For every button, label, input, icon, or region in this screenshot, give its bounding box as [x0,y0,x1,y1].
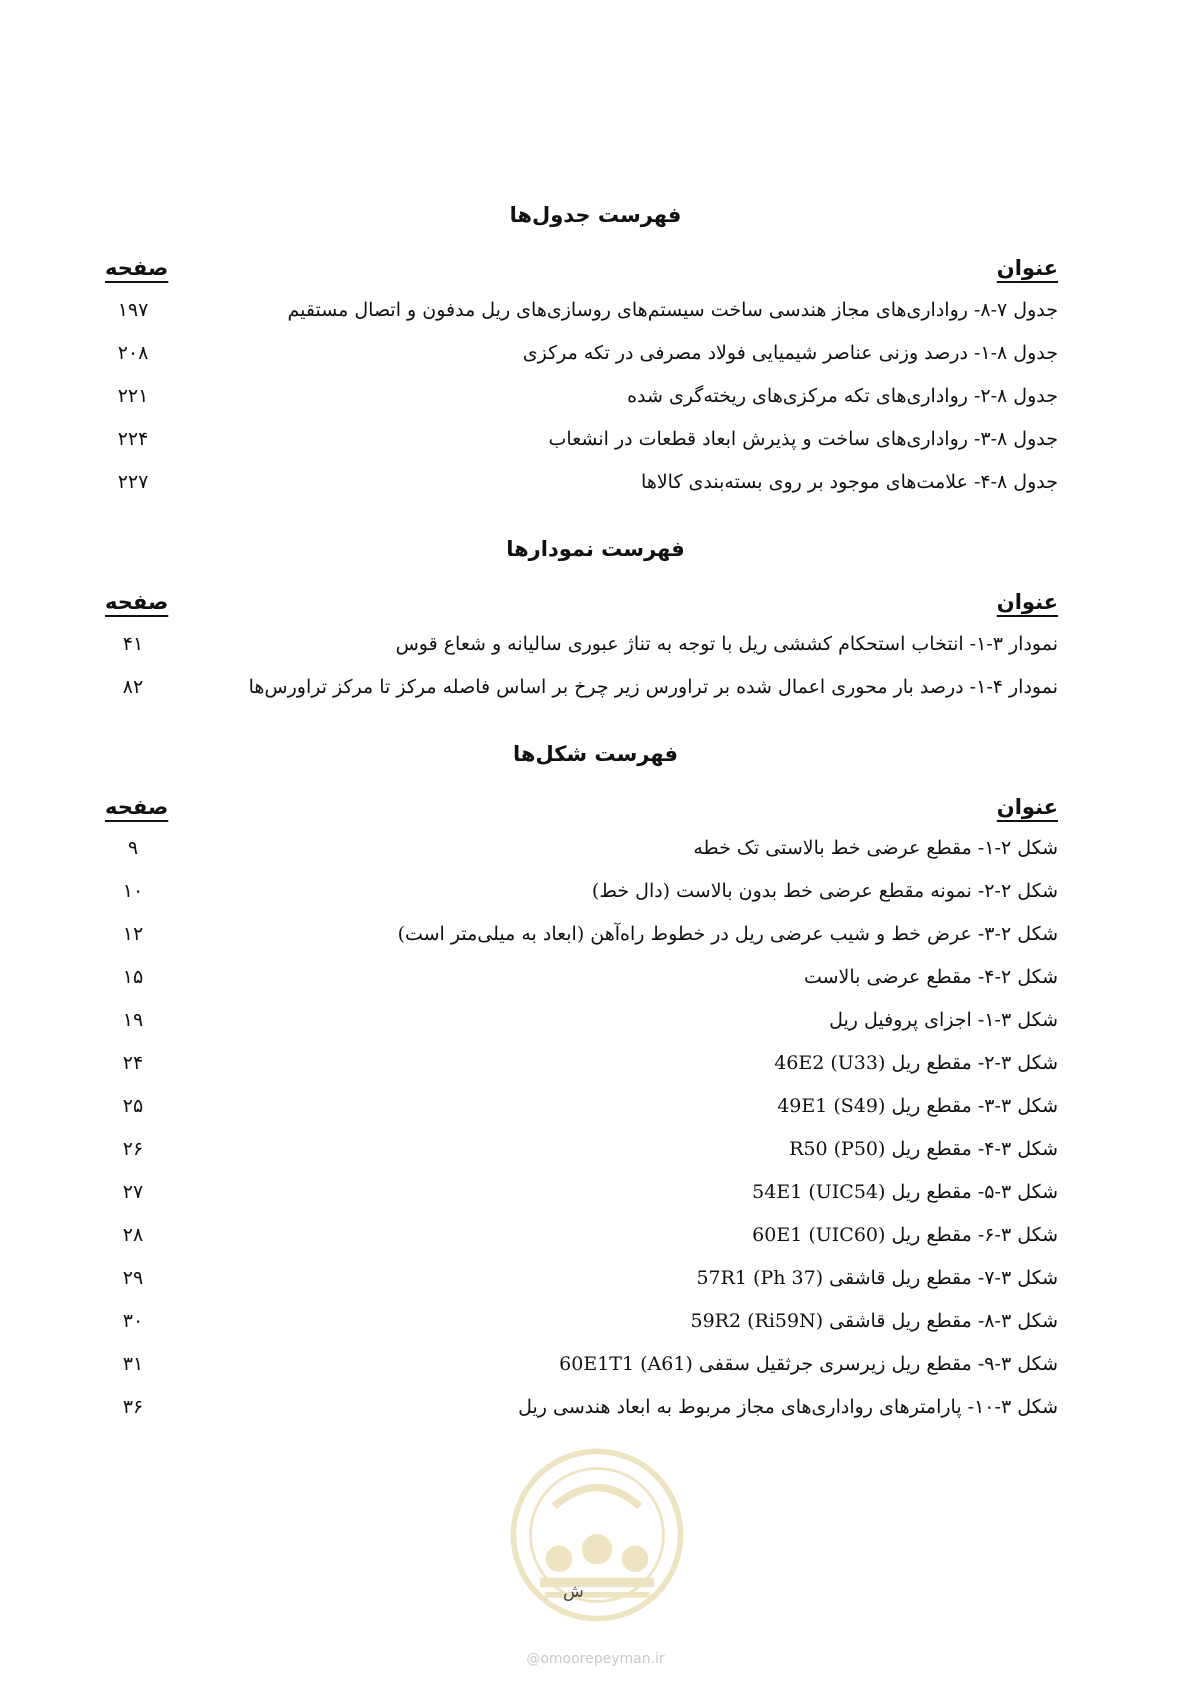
toc-entry-page: ۲۲۷ [117,471,149,493]
toc-entry-title: شکل ۳-۷- مقطع ریل قاشقی 57R1 (Ph 37) [696,1267,1058,1289]
toc-entry-title: شکل ۲-۲- نمونه مقطع عرضی خط بدون بالاست (دال خط) [591,880,1058,902]
toc-entry-page: ۲۰۸ [117,342,149,364]
page-number-letter: ش [563,1582,584,1602]
toc-row [0,342,1191,376]
toc-row [0,1396,1191,1430]
toc-entry-page: ۳۱ [122,1353,144,1375]
toc-row [0,1224,1191,1258]
toc-entry-page: ۲۷ [122,1181,144,1203]
toc-row [0,880,1191,914]
toc-row [0,1009,1191,1043]
charts-col-title-header: عنوان [996,590,1058,614]
toc-entry-title: جدول ۸-۳- رواداری‌های ساخت و پذیرش ابعاد قطعات در انشعاب [548,428,1058,450]
toc-row [0,428,1191,462]
toc-entry-page: ۱۹ [122,1009,144,1031]
toc-entry-page: ۳۰ [122,1310,144,1332]
tables-section-title: فهرست جدول‌ها [509,203,682,227]
toc-row [0,1310,1191,1344]
toc-entry-page: ۲۹ [122,1267,144,1289]
toc-entry-page: ۱۹۷ [117,299,149,321]
toc-entry-page: ۳۶ [122,1396,144,1418]
toc-entry-page: ۲۵ [122,1095,144,1117]
toc-entry-title: نمودار ۳-۱- انتخاب استحکام کششی ریل با توجه به تناژ عبوری سالیانه و شعاع قوس [395,633,1058,655]
toc-entry-title: جدول ۸-۲- رواداری‌های تکه مرکزی‌های ریخته‌گری شده [627,385,1058,407]
toc-entry-title: شکل ۲-۱- مقطع عرضی خط بالاستی تک خطه [693,837,1058,859]
watermark-emblem-icon [502,1440,692,1630]
toc-entry-title: شکل ۲-۳- عرض خط و شیب عرضی ریل در خطوط راه‌آهن (ابعاد به میلی‌متر است) [397,923,1058,945]
toc-row [0,633,1191,667]
toc-entry-page: ۱۰ [122,880,144,902]
figures-col-title-header: عنوان [996,795,1058,819]
toc-entry-title: شکل ۳-۶- مقطع ریل 60E1 (UIC60) [752,1224,1058,1246]
toc-entry-title: شکل ۳-۵- مقطع ریل 54E1 (UIC54) [752,1181,1058,1203]
toc-entry-page: ۱۲ [122,923,144,945]
charts-col-page-header: صفحه [105,590,169,614]
toc-entry-page: ۲۲۱ [117,385,149,407]
toc-entry-title: شکل ۳-۳- مقطع ریل 49E1 (S49) [777,1095,1058,1117]
toc-row [0,1052,1191,1086]
toc-row [0,837,1191,871]
toc-entry-title: جدول ۷-۸- رواداری‌های مجاز هندسی ساخت سیستم‌های روسازی‌های ریل مدفون و اتصال مستقیم [287,299,1058,321]
toc-row [0,923,1191,957]
charts-section-title: فهرست نمودارها [506,537,685,561]
toc-entry-page: ۴۱ [122,633,144,655]
figures-col-page-header: صفحه [105,795,169,819]
toc-entry-page: ۱۵ [122,966,144,988]
toc-entry-title: شکل ۳-۱۰- پارامترهای رواداری‌های مجاز مربوط به ابعاد هندسی ریل [518,1396,1058,1418]
watermark-url: @omoorepeyman.ir [526,1651,665,1667]
toc-row [0,1181,1191,1215]
toc-entry-title: شکل ۳-۹- مقطع ریل زیرسری جرثقیل سقفی 60E1T1 (A61) [559,1353,1058,1375]
toc-entry-title: نمودار ۴-۱- درصد بار محوری اعمال شده بر تراورس زیر چرخ بر اساس فاصله مرکز تا مرکز تراورس‌ها [248,676,1058,698]
toc-entry-page: ۲۶ [122,1138,144,1160]
toc-entry-title: شکل ۳-۸- مقطع ریل قاشقی 59R2 (Ri59N) [690,1310,1058,1332]
figures-section-title: فهرست شکل‌ها [513,742,678,766]
toc-entry-page: ۹ [127,837,139,859]
toc-row [0,1095,1191,1129]
toc-row [0,966,1191,1000]
toc-entry-title: جدول ۸-۴- علامت‌های موجود بر روی بسته‌بندی کالاها [641,471,1058,493]
toc-entry-title: شکل ۳-۲- مقطع ریل 46E2 (U33) [774,1052,1058,1074]
toc-entry-title: جدول ۸-۱- درصد وزنی عناصر شیمیایی فولاد مصرفی در تکه مرکزی [522,342,1058,364]
toc-entry-page: ۲۴ [122,1052,144,1074]
toc-entry-page: ۲۸ [122,1224,144,1246]
toc-entry-page: ۸۲ [122,676,144,698]
toc-entry-title: شکل ۳-۴- مقطع ریل R50 (P50) [789,1138,1058,1160]
toc-row [0,1138,1191,1172]
tables-col-page-header: صفحه [105,256,169,280]
toc-row [0,471,1191,505]
toc-row [0,676,1191,710]
toc-entry-title: شکل ۳-۱- اجزای پروفیل ریل [829,1009,1058,1031]
toc-row [0,1353,1191,1387]
toc-row [0,299,1191,333]
toc-row [0,1267,1191,1301]
toc-entry-title: شکل ۲-۴- مقطع عرضی بالاست [803,966,1058,988]
tables-col-title-header: عنوان [996,256,1058,280]
toc-row [0,385,1191,419]
toc-entry-page: ۲۲۴ [117,428,149,450]
